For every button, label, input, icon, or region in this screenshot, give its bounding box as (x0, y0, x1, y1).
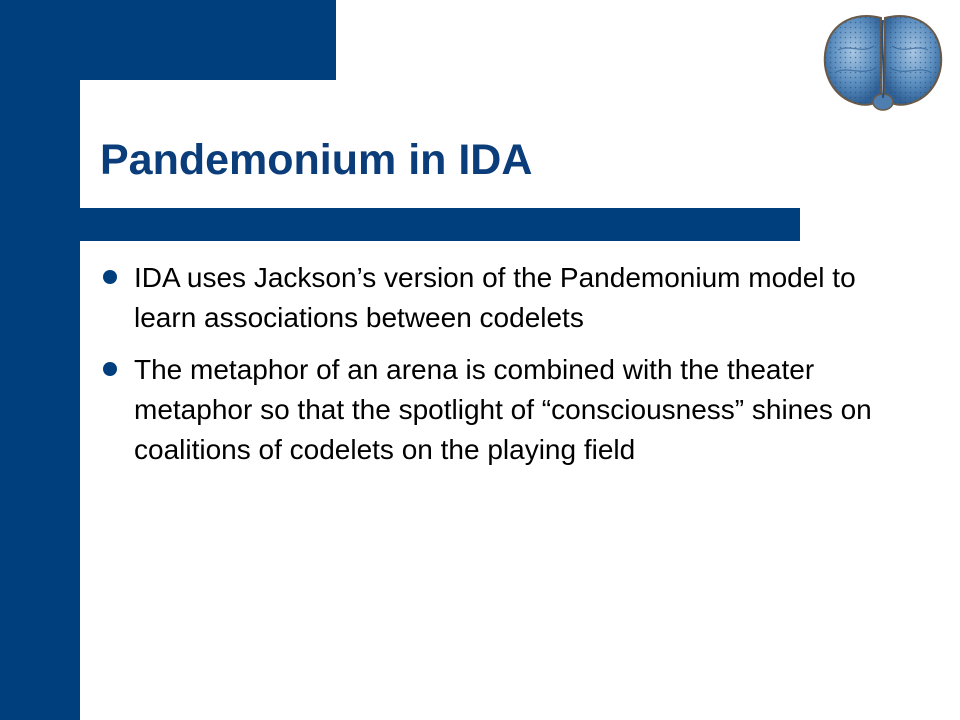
slide-title: Pandemonium in IDA (100, 136, 533, 184)
brain-icon (818, 10, 948, 112)
bullet-item (100, 258, 890, 338)
bullet-item (100, 350, 890, 470)
bullet-dot-icon (103, 270, 117, 284)
bullet-list (100, 258, 890, 482)
bullet-text: The metaphor of an arena is combined with the theater metaphor so that the spotlight of “consciousness” shines on coalitions of codelets on the playing field (134, 354, 872, 465)
top-accent-block (80, 0, 336, 80)
bullet-dot-icon (103, 362, 117, 376)
bullet-text: IDA uses Jackson’s version of the Pandemonium model to learn associations between codelets (134, 262, 856, 333)
left-accent-bar (0, 0, 80, 720)
title-underline-bar (24, 208, 800, 241)
